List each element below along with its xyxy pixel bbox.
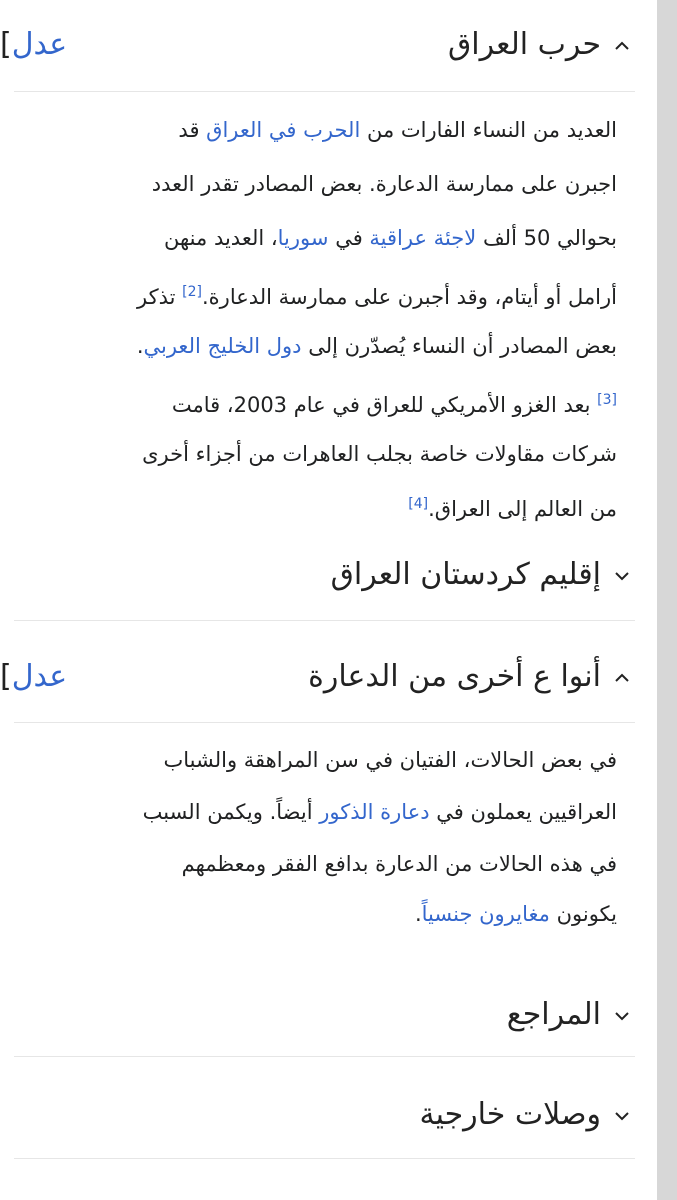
paragraph-line	[172, 388, 617, 417]
text-run: في بعض الحالات، الفتيان في سن المراهقة والشباب	[163, 748, 617, 772]
section-header-external-links[interactable]	[2, 1088, 657, 1138]
text-run: شركات مقاولات خاصة بجلب العاهرات من أجزاء أخرى	[142, 442, 617, 466]
iraq-war-paragraph	[14, 112, 617, 492]
paragraph-line	[137, 334, 617, 358]
link-male-prostitution[interactable]: دعارة الذكور	[319, 800, 430, 824]
section-divider	[14, 1158, 635, 1159]
text-run: ، العديد منهن	[164, 226, 278, 250]
reference-4[interactable]: [4]	[408, 496, 429, 512]
text-run: بعض المصادر أن النساء يُصدّرن إلى	[308, 334, 617, 358]
section-title-references[interactable]	[507, 996, 631, 1034]
text-run: يكونون	[556, 902, 617, 926]
paragraph-line	[137, 280, 617, 309]
section-title-label: حرب العراق	[448, 27, 601, 62]
paragraph-line	[164, 226, 617, 250]
edit-bracket-open: [	[0, 27, 12, 62]
iraq-war-paragraph-end	[14, 492, 617, 540]
text-run: .	[136, 334, 144, 358]
text-run: بعد الغزو الأمريكي للعراق في عام 2003، قامت	[171, 393, 591, 417]
link-iraq-war[interactable]: الحرب في العراق	[206, 118, 361, 142]
paragraph-line	[182, 852, 617, 876]
section-title-label: المراجع	[506, 997, 601, 1032]
paragraph-line	[163, 748, 617, 772]
text-run: .	[414, 902, 422, 926]
chevron-up-icon[interactable]	[613, 37, 631, 55]
link-homosexual[interactable]: مغايرون جنسياً	[421, 902, 550, 926]
text-run: قد	[178, 118, 200, 142]
text-run: أيضاً. ويكمن السبب	[142, 800, 313, 824]
text-run: العراقيين يعملون في	[436, 800, 617, 824]
text-run: من العالم إلى العراق.	[428, 497, 617, 521]
section-divider	[14, 722, 635, 723]
paragraph-line	[152, 172, 617, 196]
paragraph-line	[143, 800, 617, 824]
section-title-kurdistan[interactable]	[331, 556, 631, 594]
text-run: بحوالي 50 ألف	[482, 226, 617, 250]
edit-link-other-types[interactable]	[0, 658, 67, 696]
text-run: اجبرن على ممارسة الدعارة. بعض المصادر تقدر العدد	[151, 172, 617, 196]
paragraph-line	[408, 492, 617, 521]
text-run: في	[335, 226, 363, 250]
edit-label[interactable]: عدل	[11, 659, 68, 694]
text-run: تذكر	[137, 285, 176, 309]
chevron-down-icon[interactable]	[613, 1007, 631, 1025]
section-title-external-links[interactable]	[420, 1096, 632, 1134]
reference-2[interactable]: [2]	[182, 284, 202, 300]
section-header-kurdistan[interactable]	[2, 548, 657, 598]
chevron-down-icon[interactable]	[613, 1107, 631, 1125]
section-title-iraq-war[interactable]	[448, 26, 631, 64]
section-divider	[14, 91, 635, 92]
section-header-references[interactable]	[2, 988, 657, 1038]
section-title-label: أنوا ع أخرى من الدعارة	[308, 659, 601, 694]
section-title-label: إقليم كردستان العراق	[330, 557, 601, 592]
edit-link-iraq-war[interactable]	[0, 26, 67, 64]
link-syria[interactable]: سوريا	[277, 226, 329, 250]
article-page	[2, 0, 657, 1200]
text-run: العديد من النساء الفارات من	[366, 118, 617, 142]
section-title-label: وصلات خارجية	[419, 1097, 601, 1132]
other-types-paragraph	[14, 746, 617, 936]
text-run: أرامل أو أيتام، وقد أجبرن على ممارسة الدعارة.	[202, 285, 617, 309]
text-run: في هذه الحالات من الدعارة بدافع الفقر ومعظمهم	[181, 852, 617, 876]
paragraph-line	[415, 902, 617, 926]
section-divider	[14, 620, 635, 621]
section-title-other-types[interactable]	[308, 658, 631, 696]
reference-3[interactable]: [3]	[597, 392, 617, 408]
edit-label[interactable]: عدل	[11, 27, 68, 62]
section-header-iraq-war[interactable]	[2, 18, 657, 68]
paragraph-line	[142, 442, 617, 466]
link-iraqi-refugee[interactable]: لاجئة عراقية	[369, 226, 477, 250]
section-divider	[14, 1056, 635, 1057]
chevron-down-icon[interactable]	[613, 567, 631, 585]
chevron-up-icon[interactable]	[613, 669, 631, 687]
link-gulf-states[interactable]: دول الخليج العربي	[143, 334, 302, 358]
section-header-other-types[interactable]	[2, 650, 657, 700]
paragraph-line	[178, 118, 617, 142]
edit-bracket-open: [	[0, 659, 12, 694]
screen-edge	[657, 0, 677, 1200]
